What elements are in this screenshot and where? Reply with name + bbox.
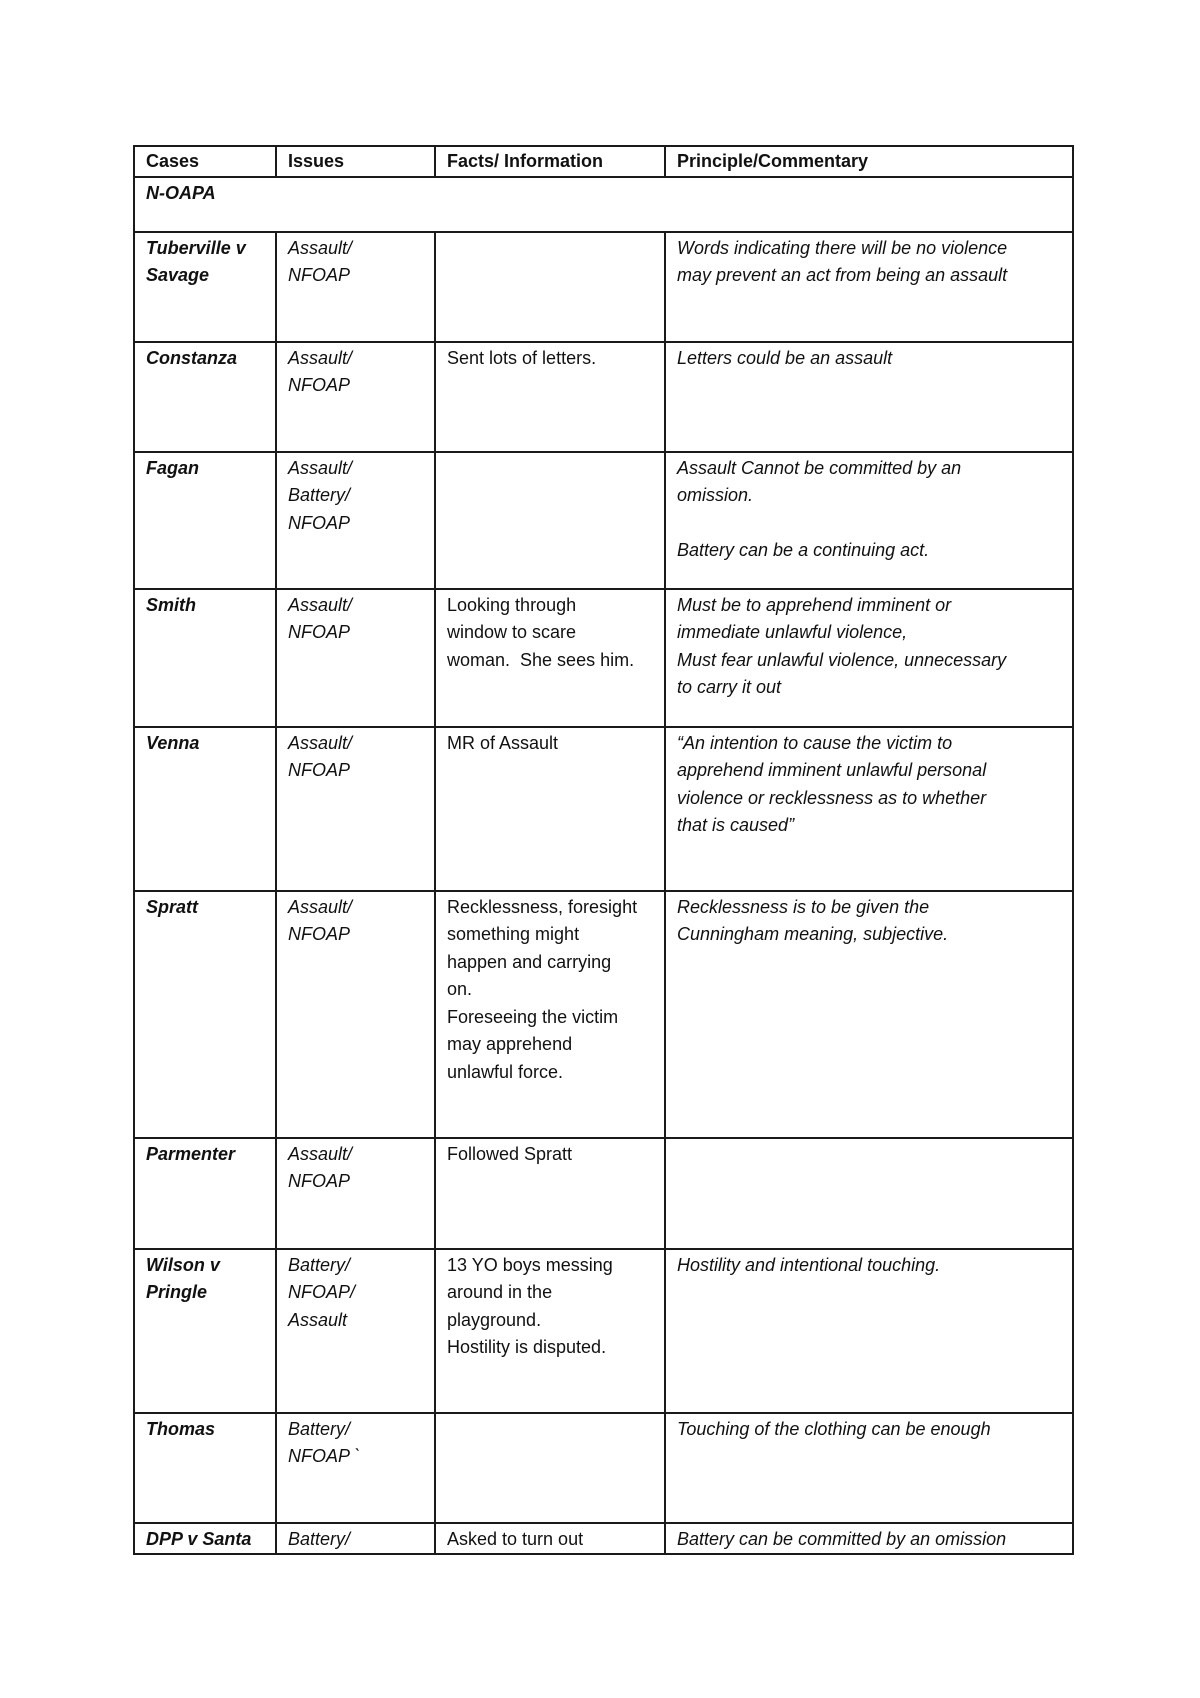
text-line: Tuberville v	[146, 237, 246, 258]
text-line: Recklessness, foresight	[447, 896, 638, 917]
case-issues	[276, 1249, 435, 1413]
case-issues	[276, 1138, 435, 1249]
case-facts	[435, 342, 665, 452]
text-line: that is caused”	[677, 815, 795, 835]
text-line: immediate unlawful violence,	[677, 622, 908, 642]
case-name	[134, 452, 276, 589]
case-principle	[665, 1249, 1073, 1413]
case-name	[134, 1413, 276, 1523]
text-line: Cunningham meaning, subjective.	[677, 924, 949, 944]
table-row	[134, 1413, 1073, 1523]
text-line: NFOAP `	[288, 1446, 361, 1466]
text-line: Touching of the clothing can be enough	[677, 1418, 991, 1439]
case-principle	[665, 891, 1073, 1138]
case-issues	[276, 342, 435, 452]
table-row	[134, 452, 1073, 589]
text-line: may prevent an act from being an assault	[677, 265, 1008, 285]
text-line: Wilson v	[146, 1254, 220, 1275]
text-line: omission.	[677, 485, 754, 505]
text-line: Words indicating there will be no violence	[677, 237, 1008, 258]
text-line: Assault/	[288, 347, 353, 368]
case-principle	[665, 1413, 1073, 1523]
case-principle	[665, 232, 1073, 342]
text-line: Letters could be an assault	[677, 347, 893, 368]
text-line: NFOAP	[288, 512, 351, 533]
text-line: NFOAP	[288, 1171, 351, 1191]
text-line: Battery can be committed by an omission	[677, 1528, 1007, 1549]
text-line: Thomas	[146, 1418, 216, 1439]
header-cases: Cases	[134, 146, 276, 177]
case-facts	[435, 452, 665, 589]
case-principle	[665, 452, 1073, 589]
case-issues	[276, 452, 435, 589]
section-row	[134, 177, 1073, 232]
text-line: may apprehend	[447, 1034, 573, 1054]
text-line: around in the	[447, 1282, 553, 1302]
case-name	[134, 342, 276, 452]
header-issues: Issues	[276, 146, 435, 177]
text-line: Hostility is disputed.	[447, 1337, 607, 1357]
case-issues	[276, 1523, 435, 1555]
text-line: 13 YO boys messing	[447, 1254, 613, 1275]
text-line: Assault/	[288, 732, 353, 753]
text-line: Parmenter	[146, 1143, 236, 1164]
case-principle	[665, 342, 1073, 452]
text-line: violence or recklessness as to whether	[677, 787, 987, 808]
text-line: playground.	[447, 1309, 542, 1330]
text-line: NFOAP	[288, 760, 351, 780]
text-line: Smith	[146, 594, 197, 615]
case-name	[134, 1249, 276, 1413]
case-principle	[665, 727, 1073, 891]
text-line: Must fear unlawful violence, unnecessary	[677, 649, 1007, 670]
text-line: Assault/	[288, 237, 353, 258]
text-line: Savage	[146, 265, 210, 285]
text-line: DPP v Santa	[146, 1528, 252, 1549]
case-table	[133, 145, 1074, 1555]
case-facts	[435, 1413, 665, 1523]
text-line: Asked to turn out	[447, 1528, 584, 1549]
text-line: NFOAP/	[288, 1282, 356, 1302]
text-line: Looking through	[447, 594, 577, 615]
text-line: Hostility and intentional touching.	[677, 1254, 941, 1275]
text-line: Fagan	[146, 457, 200, 478]
text-line: Assault/	[288, 457, 353, 478]
table-row	[134, 232, 1073, 342]
case-name	[134, 891, 276, 1138]
text-line: Assault Cannot be committed by an	[677, 457, 962, 478]
text-line: Battery/	[288, 1418, 351, 1439]
header-facts: Facts/ Information	[435, 146, 665, 177]
text-line: Battery/	[288, 1254, 351, 1275]
text-line: Sent lots of letters.	[447, 347, 597, 368]
section-title: N-OAPA	[134, 177, 1073, 232]
text-line: woman. She sees him.	[447, 649, 635, 670]
table-row	[134, 342, 1073, 452]
text-line: NFOAP	[288, 622, 351, 642]
case-principle	[665, 1138, 1073, 1249]
text-line: window to scare	[447, 622, 577, 642]
text-line: NFOAP	[288, 924, 351, 944]
text-line: Battery/	[288, 1528, 351, 1549]
case-issues	[276, 232, 435, 342]
table-row	[134, 1249, 1073, 1413]
text-line: unlawful force.	[447, 1061, 564, 1082]
case-facts	[435, 1523, 665, 1555]
case-principle	[665, 1523, 1073, 1555]
case-name	[134, 232, 276, 342]
case-name	[134, 1138, 276, 1249]
text-line: Must be to apprehend imminent or	[677, 594, 952, 615]
text-line: NFOAP	[288, 375, 351, 395]
case-facts	[435, 891, 665, 1138]
case-name	[134, 727, 276, 891]
table-row	[134, 727, 1073, 891]
text-line: something might	[447, 924, 580, 944]
text-line: Spratt	[146, 896, 199, 917]
text-line: “An intention to cause the victim to	[677, 732, 953, 753]
text-line: Assault/	[288, 896, 353, 917]
text-line: Constanza	[146, 347, 238, 368]
header-row	[134, 146, 1073, 177]
text-line: Followed Spratt	[447, 1143, 573, 1164]
blank-line	[677, 510, 1062, 538]
case-name	[134, 1523, 276, 1555]
text-line: Assault	[288, 1309, 348, 1330]
text-line: apprehend imminent unlawful personal	[677, 760, 987, 780]
text-line: MR of Assault	[447, 732, 559, 753]
text-line: happen and carrying	[447, 951, 612, 972]
case-facts	[435, 232, 665, 342]
table-row	[134, 589, 1073, 727]
text-line: Battery/	[288, 485, 351, 505]
text-line: Assault/	[288, 1143, 353, 1164]
text-line: Venna	[146, 732, 200, 753]
case-facts	[435, 727, 665, 891]
table-row	[134, 1523, 1073, 1555]
header-principle: Principle/Commentary	[665, 146, 1073, 177]
text-line: NFOAP	[288, 265, 351, 285]
text-line: Foreseeing the victim	[447, 1006, 619, 1027]
case-facts	[435, 589, 665, 727]
case-principle	[665, 589, 1073, 727]
text-line: on.	[447, 979, 473, 999]
case-issues	[276, 1413, 435, 1523]
text-line: Assault/	[288, 594, 353, 615]
case-name	[134, 589, 276, 727]
case-facts	[435, 1138, 665, 1249]
case-issues	[276, 727, 435, 891]
text-line: to carry it out	[677, 677, 782, 697]
text-line: Pringle	[146, 1282, 208, 1302]
case-issues	[276, 589, 435, 727]
table-row	[134, 1138, 1073, 1249]
text-line: Recklessness is to be given the	[677, 896, 930, 917]
case-facts	[435, 1249, 665, 1413]
case-issues	[276, 891, 435, 1138]
table-row	[134, 891, 1073, 1138]
text-line: Battery can be a continuing act.	[677, 540, 930, 560]
